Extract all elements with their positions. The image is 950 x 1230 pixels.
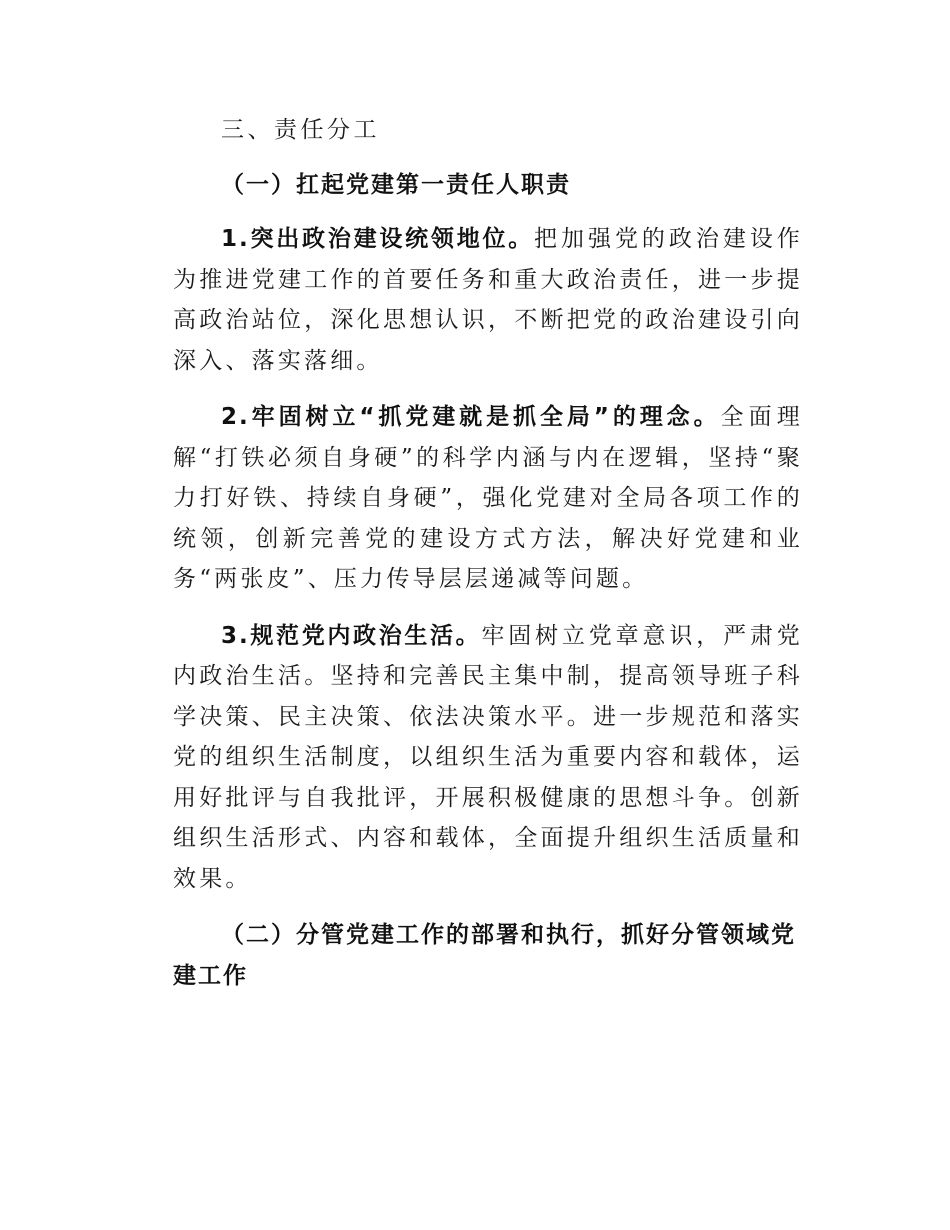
section-heading: 三、责任分工 [221, 117, 380, 143]
paragraph-item-3 [173, 616, 803, 900]
paragraph-item-2 [173, 397, 803, 600]
paragraph-item-1 [173, 219, 803, 381]
paragraph-body-3: 牢固树立党章意识，严肃党内政治生活。坚持和完善民主集中制，提高领导班子科学决策、民主决策、依法决策水平。进一步规范和落实党的组织生活制度，以组织生活为重要内容和载体，运用好批评与自我批评，开展积极健康的思想斗争。创新组织生活形式、内容和载体，全面提升组织生活质量和效果。 [173, 622, 803, 892]
subsection-heading-2: （二）分管党建工作的部署和执行，抓好分管领域党建工作 [173, 922, 796, 989]
document-body [173, 110, 803, 1010]
paragraph-lead-2: 2.牢固树立“抓党建就是抓全局”的理念。 [221, 404, 721, 430]
paragraph-body-1: 把加强党的政治建设作为推进党建工作的首要任务和重大政治责任，进一步提高政治站位，深化思想认识，不断把党的政治建设引向深入、落实落细。 [173, 226, 803, 374]
subsection-heading-1: （一）扛起党建第一责任人职责 [221, 171, 571, 198]
paragraph-lead-1: 1.突出政治建设统领地位。 [221, 226, 535, 252]
paragraph-body-2: 全面理解“打铁必须自身硬”的科学内涵与内在逻辑，坚持“聚力打好铁、持续自身硬”，强化党建对全局各项工作的统领，创新完善党的建设方式方法，解决好党建和业务“两张皮”、压力传导层层递减等问题。 [173, 404, 803, 592]
paragraph-lead-3: 3.规范党内政治生活。 [221, 622, 482, 649]
